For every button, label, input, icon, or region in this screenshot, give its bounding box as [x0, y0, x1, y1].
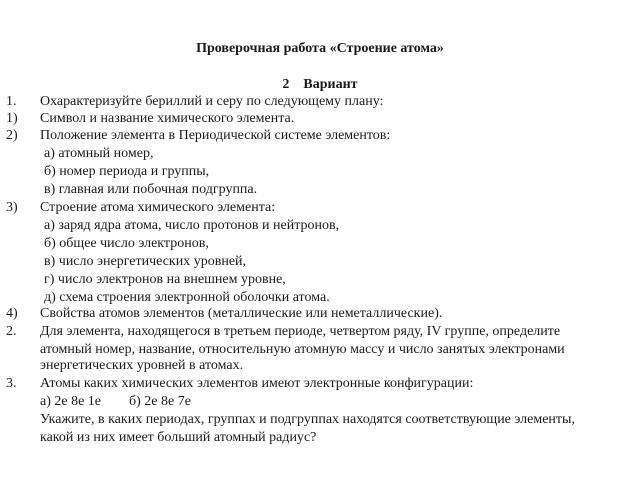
task-text: Атомы каких химических элементов имеют электронные конфигурации: — [40, 376, 474, 391]
sub-item-text: а) атомный номер, — [44, 146, 154, 161]
sub-item-text: а) заряд ядра атома, число протонов и нейтронов, — [44, 218, 340, 233]
item-number: 2) — [6, 128, 18, 143]
variant-label: Вариант — [303, 77, 358, 92]
item-number: 1) — [6, 111, 18, 126]
task-text: какой из них имеет больший атомный радиус? — [40, 430, 317, 445]
task-text: Укажите, в каких периодах, группах и подгруппах находятся соответствующие элементы, — [40, 412, 575, 427]
item-text: Строение атома химического элемента: — [40, 200, 276, 215]
sub-item-text: б) общее число электронов, — [44, 236, 209, 251]
sub-item-text: г) число электронов на внешнем уровне, — [44, 272, 286, 287]
item-text: Свойства атомов элементов (металлические или неметаллические). — [40, 306, 443, 321]
task-number: 3. — [6, 376, 17, 391]
task-text: Охарактеризуйте бериллий и серу по следующему плану: — [40, 94, 384, 109]
item-number: 3) — [6, 200, 18, 215]
item-text: Положение элемента в Периодической системе элементов: — [40, 128, 391, 143]
sub-item-text: б) номер периода и группы, — [44, 164, 210, 179]
task-text: атомный номер, название, относительную атомную массу и число занятых электронами — [40, 342, 565, 357]
item-text: Символ и название химического элемента. — [40, 111, 295, 126]
task-number: 1. — [6, 94, 17, 109]
sub-item-text: д) схема строения электронной оболочки атома. — [44, 290, 330, 305]
variant-number: 2 — [282, 77, 290, 92]
worksheet-title: Проверочная работа «Строение атома» — [196, 41, 444, 56]
sub-item-text: в) число энергетических уровней, — [44, 254, 247, 269]
task-text: Для элемента, находящегося в третьем периоде, четвертом ряду, IV группе, определите — [40, 324, 561, 339]
sub-item-text: в) главная или побочная подгруппа. — [44, 182, 258, 197]
item-number: 4) — [6, 306, 18, 321]
variant-heading — [0, 77, 640, 93]
configuration-options: а) 2е 8е 1е б) 2е 8е 7е — [40, 394, 191, 409]
task-number: 2. — [6, 324, 17, 339]
task-text: энергетических уровней в атомах. — [40, 358, 244, 373]
